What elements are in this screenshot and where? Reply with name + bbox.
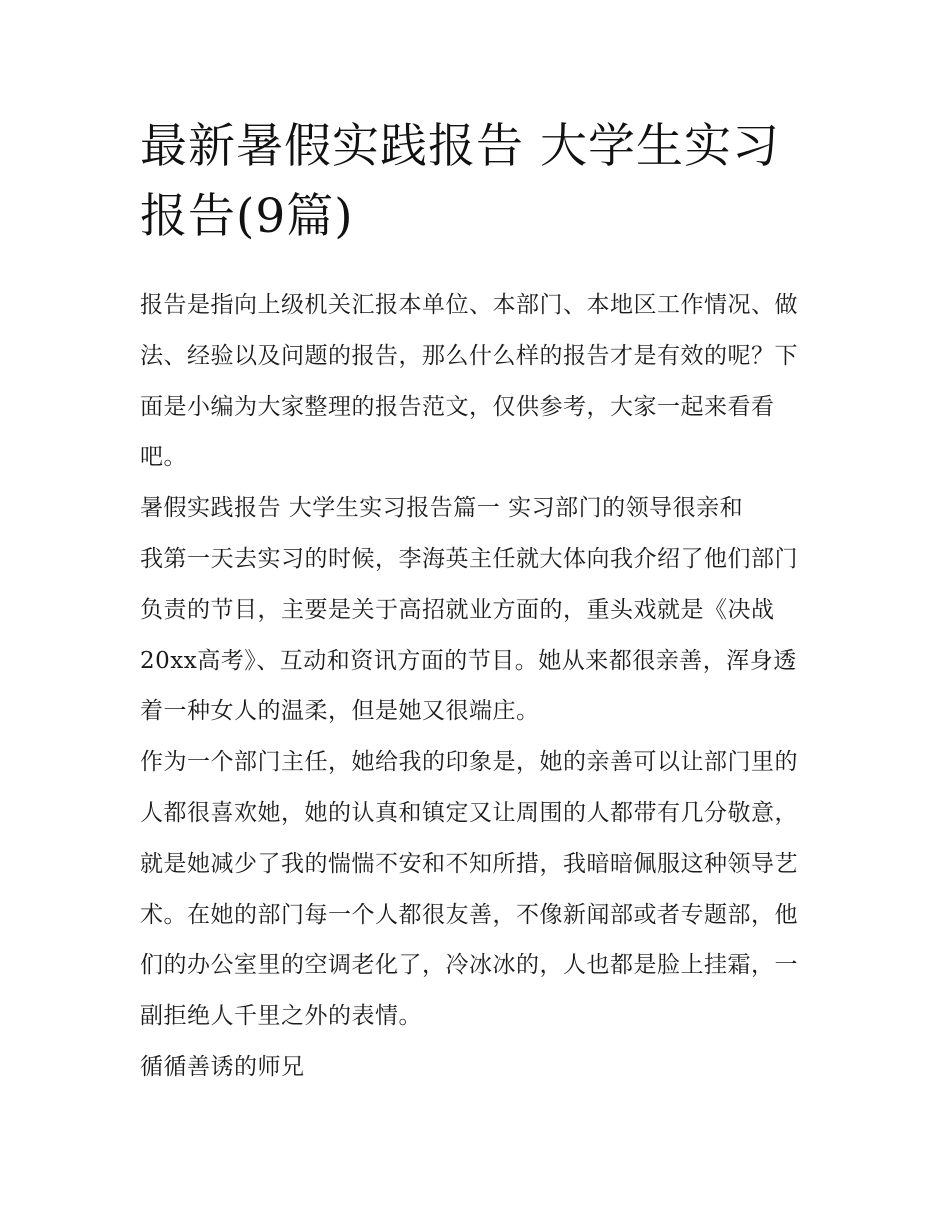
subheading-paragraph: 循循善诱的师兄: [140, 1053, 305, 1080]
document-body: [140, 280, 820, 1093]
document-title: 最新暑假实践报告 大学生实习报告(9篇): [140, 119, 780, 244]
body-paragraph: 我第一天去实习的时候，李海英主任就大体向我介绍了他们部门负责的节目，主要是关于高招就业方面的，重头戏就是《决战20xx高考》、互动和资讯方面的节目。她从来都很亲善，浑身透着一种女人的温柔，但是她又很端庄。: [140, 545, 798, 725]
document-content: [140, 112, 820, 1093]
intro-paragraph: 报告是指向上级机关汇报本单位、本部门、本地区工作情况、做法、经验以及问题的报告，那么什么样的报告才是有效的呢？下面是小编为大家整理的报告范文，仅供参考，大家一起来看看吧。: [140, 292, 798, 471]
body-paragraph: 作为一个部门主任，她给我的印象是，她的亲善可以让部门里的人都很喜欢她，她的认真和镇定又让周围的人都带有几分敬意，就是她减少了我的惴惴不安和不知所措，我暗暗佩服这种领导艺术。在她的部门每一个人都很友善，不像新闻部或者专题部，他们的办公室里的空调老化了，冷冰冰的，人也都是脸上挂霜，一副拒绝人千里之外的表情。: [140, 749, 798, 1030]
section-heading: 暑假实践报告 大学生实习报告篇一 实习部门的领导很亲和: [140, 495, 744, 522]
